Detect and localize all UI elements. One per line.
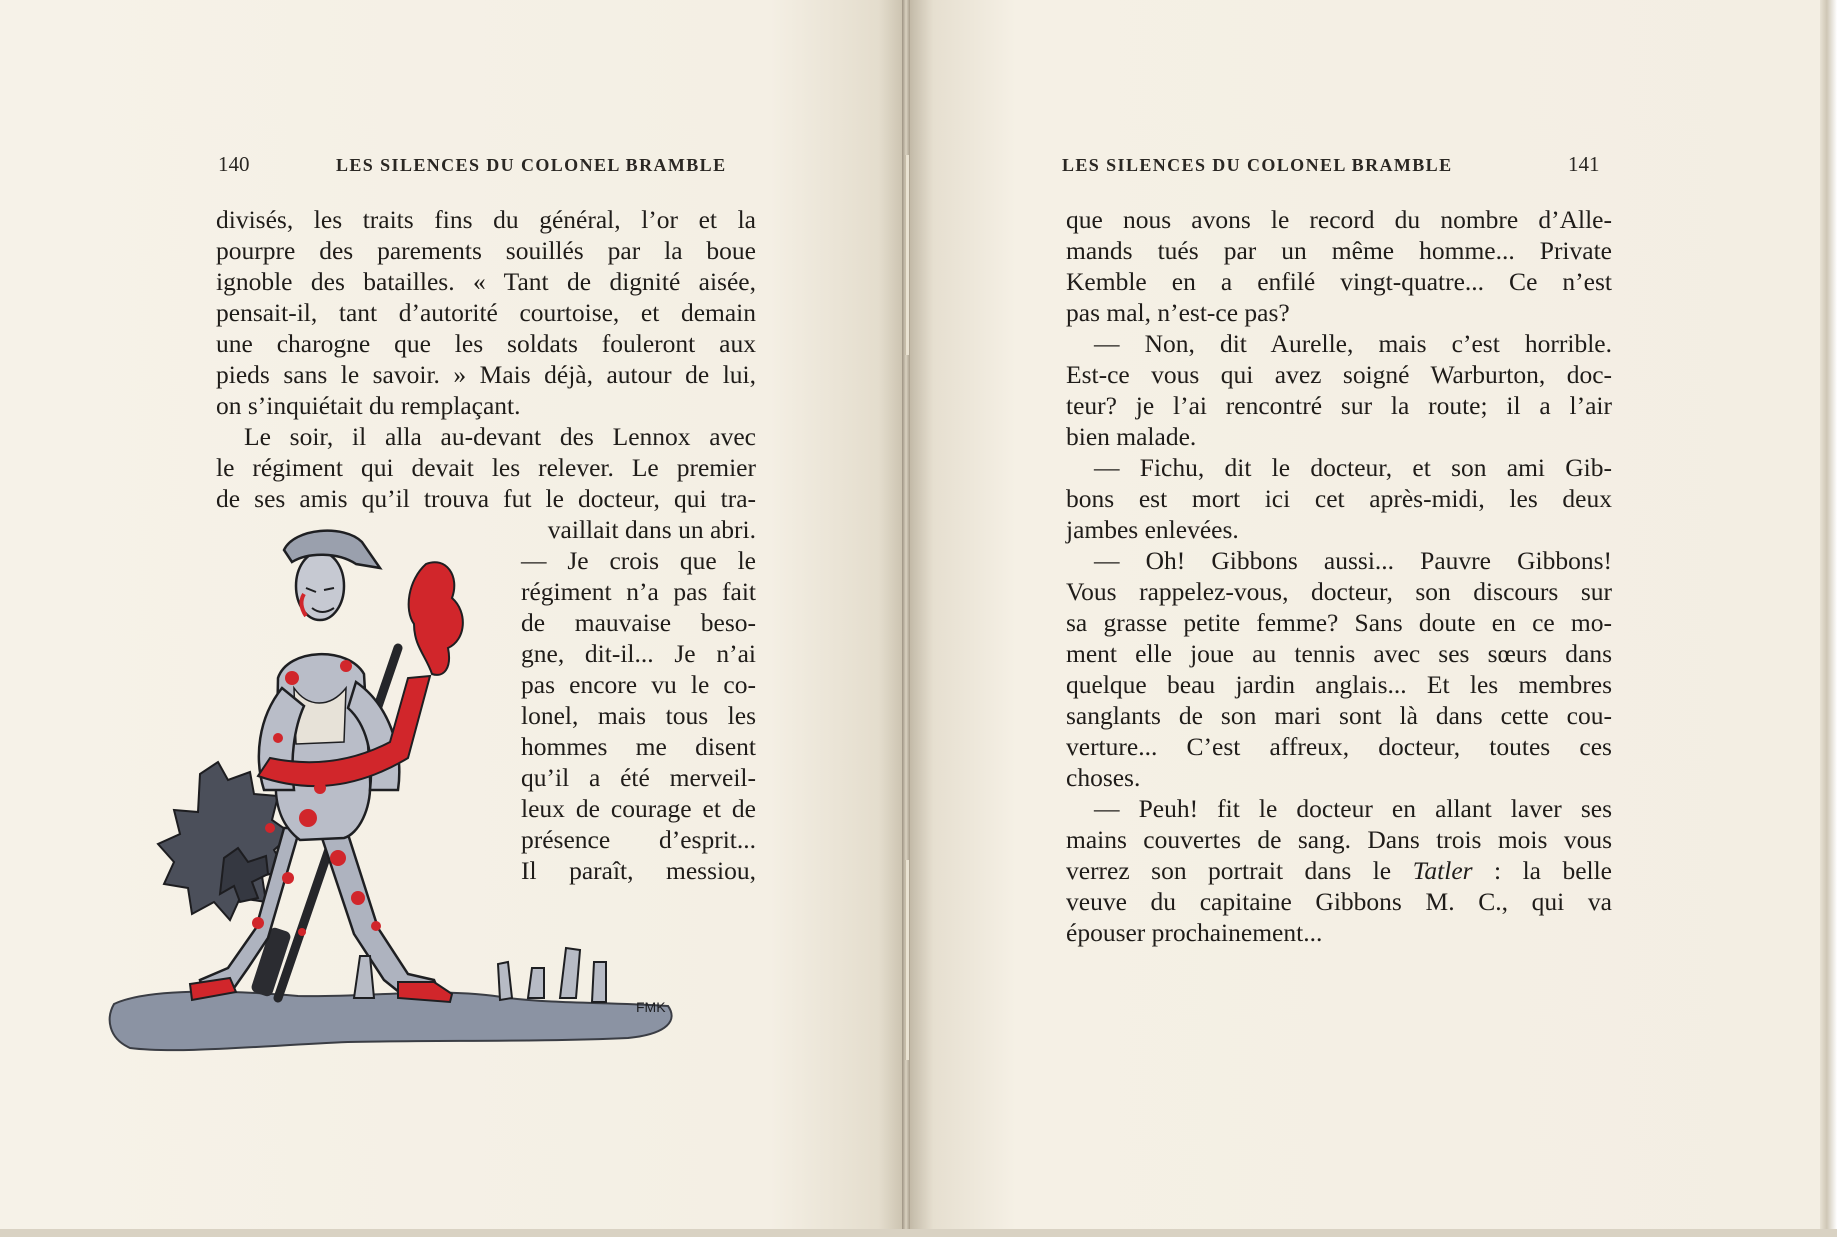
page-edge	[1820, 0, 1837, 1237]
soldier-illustration	[108, 528, 688, 1058]
text-line: mains couvertes de sang. Dans trois mois vous	[1066, 825, 1612, 854]
text-line: Vous rappelez-vous, docteur, son discours sur	[1066, 577, 1612, 606]
page-number-left: 140	[218, 152, 250, 176]
text-line: leux de courage et de	[521, 794, 756, 823]
right-text-block	[1066, 204, 1612, 948]
text-line: — Peuh! fit le docteur en allant laver ses	[1094, 794, 1612, 823]
text-line: gne, dit-il... Je n’ai	[521, 639, 756, 668]
italic-title: Tatler	[1412, 856, 1473, 885]
text-line: Est-ce vous qui avez soigné Warburton, doc-	[1066, 360, 1612, 389]
text-line: teur? je l’ai rencontré sur la route; il a l’air	[1066, 391, 1612, 420]
text-line: épouser prochainement...	[1066, 918, 1323, 947]
text-line: — Fichu, dit le docteur, et son ami Gib-	[1094, 453, 1612, 482]
text-line: pas mal, n’est-ce pas?	[1066, 298, 1290, 327]
running-head-left: LES SILENCES DU COLONEL BRAMBLE	[336, 155, 727, 175]
text-line: mands tués par un même homme... Private	[1066, 236, 1612, 265]
text-line: sa grasse petite femme? Sans doute en ce mo-	[1066, 608, 1612, 637]
text-line: que nous avons le record du nombre d’Alle-	[1066, 205, 1612, 234]
text-line: lonel, mais tous les	[521, 701, 756, 730]
text-line: le régiment qui devait les relever. Le premier	[216, 453, 756, 482]
text-line: divisés, les traits fins du général, l’or et la	[216, 205, 756, 234]
text-line: pieds sans le savoir. » Mais déjà, autour de lui,	[216, 360, 756, 389]
text-line: régiment n’a pas fait	[521, 577, 756, 606]
text-line: qu’il a été merveil-	[521, 763, 756, 792]
text-line: de ses amis qu’il trouva fut le docteur, qui tra-	[216, 484, 756, 513]
text-line: on s’inquiétait du remplaçant.	[216, 391, 521, 420]
text-line: — Je crois que le	[521, 546, 756, 575]
binding-thread	[905, 860, 909, 1060]
text-line: — Oh! Gibbons aussi... Pauvre Gibbons!	[1094, 546, 1612, 575]
text-line: présence d’esprit...	[521, 825, 756, 854]
text-line: vaillait dans un abri.	[547, 515, 756, 544]
text-line: Il paraît, messiou,	[521, 856, 756, 885]
text-line: verture... C’est affreux, docteur, toutes ces	[1066, 732, 1612, 761]
text-line: pas encore vu le co-	[521, 670, 756, 699]
text-line: choses.	[1066, 763, 1141, 792]
text-line: quelque beau jardin anglais... Et les membres	[1066, 670, 1612, 699]
text-fragment: : la belle	[1472, 856, 1612, 885]
text-line: — Non, dit Aurelle, mais c’est horrible.	[1094, 329, 1612, 358]
text-line: jambes enlevées.	[1066, 515, 1239, 544]
left-text-block	[216, 204, 756, 545]
text-line: ignoble des batailles. « Tant de dignité aisée,	[216, 267, 756, 296]
text-line: pensait-il, tant d’autorité courtoise, et demain	[216, 298, 756, 327]
text-line: pourpre des parements souillés par la boue	[216, 236, 756, 265]
text-line: bons est mort ici cet après-midi, les deux	[1066, 484, 1612, 513]
running-head-right: LES SILENCES DU COLONEL BRAMBLE	[1062, 155, 1453, 175]
text-line: veuve du capitaine Gibbons M. C., qui va	[1066, 887, 1612, 916]
text-line-with-italic	[1066, 855, 1612, 886]
page-number-right: 141	[1568, 152, 1600, 176]
text-line: une charogne que les soldats fouleront aux	[216, 329, 756, 358]
bottom-edge	[0, 1229, 1837, 1237]
text-line: de mauvaise beso-	[521, 608, 756, 637]
text-fragment: verrez son portrait dans le	[1066, 856, 1413, 885]
text-line: bien malade.	[1066, 422, 1197, 451]
text-line: hommes me disent	[521, 732, 756, 761]
text-line: Kemble en a enfilé vingt-quatre... Ce n’est	[1066, 267, 1612, 296]
text-line: Le soir, il alla au-devant des Lennox avec	[244, 422, 756, 451]
text-line: sanglants de son mari sont là dans cette cou-	[1066, 701, 1612, 730]
binding-thread	[905, 155, 909, 355]
text-line: ment elle joue au tennis avec ses sœurs dans	[1066, 639, 1612, 668]
artist-signature: FMK	[636, 999, 666, 1015]
